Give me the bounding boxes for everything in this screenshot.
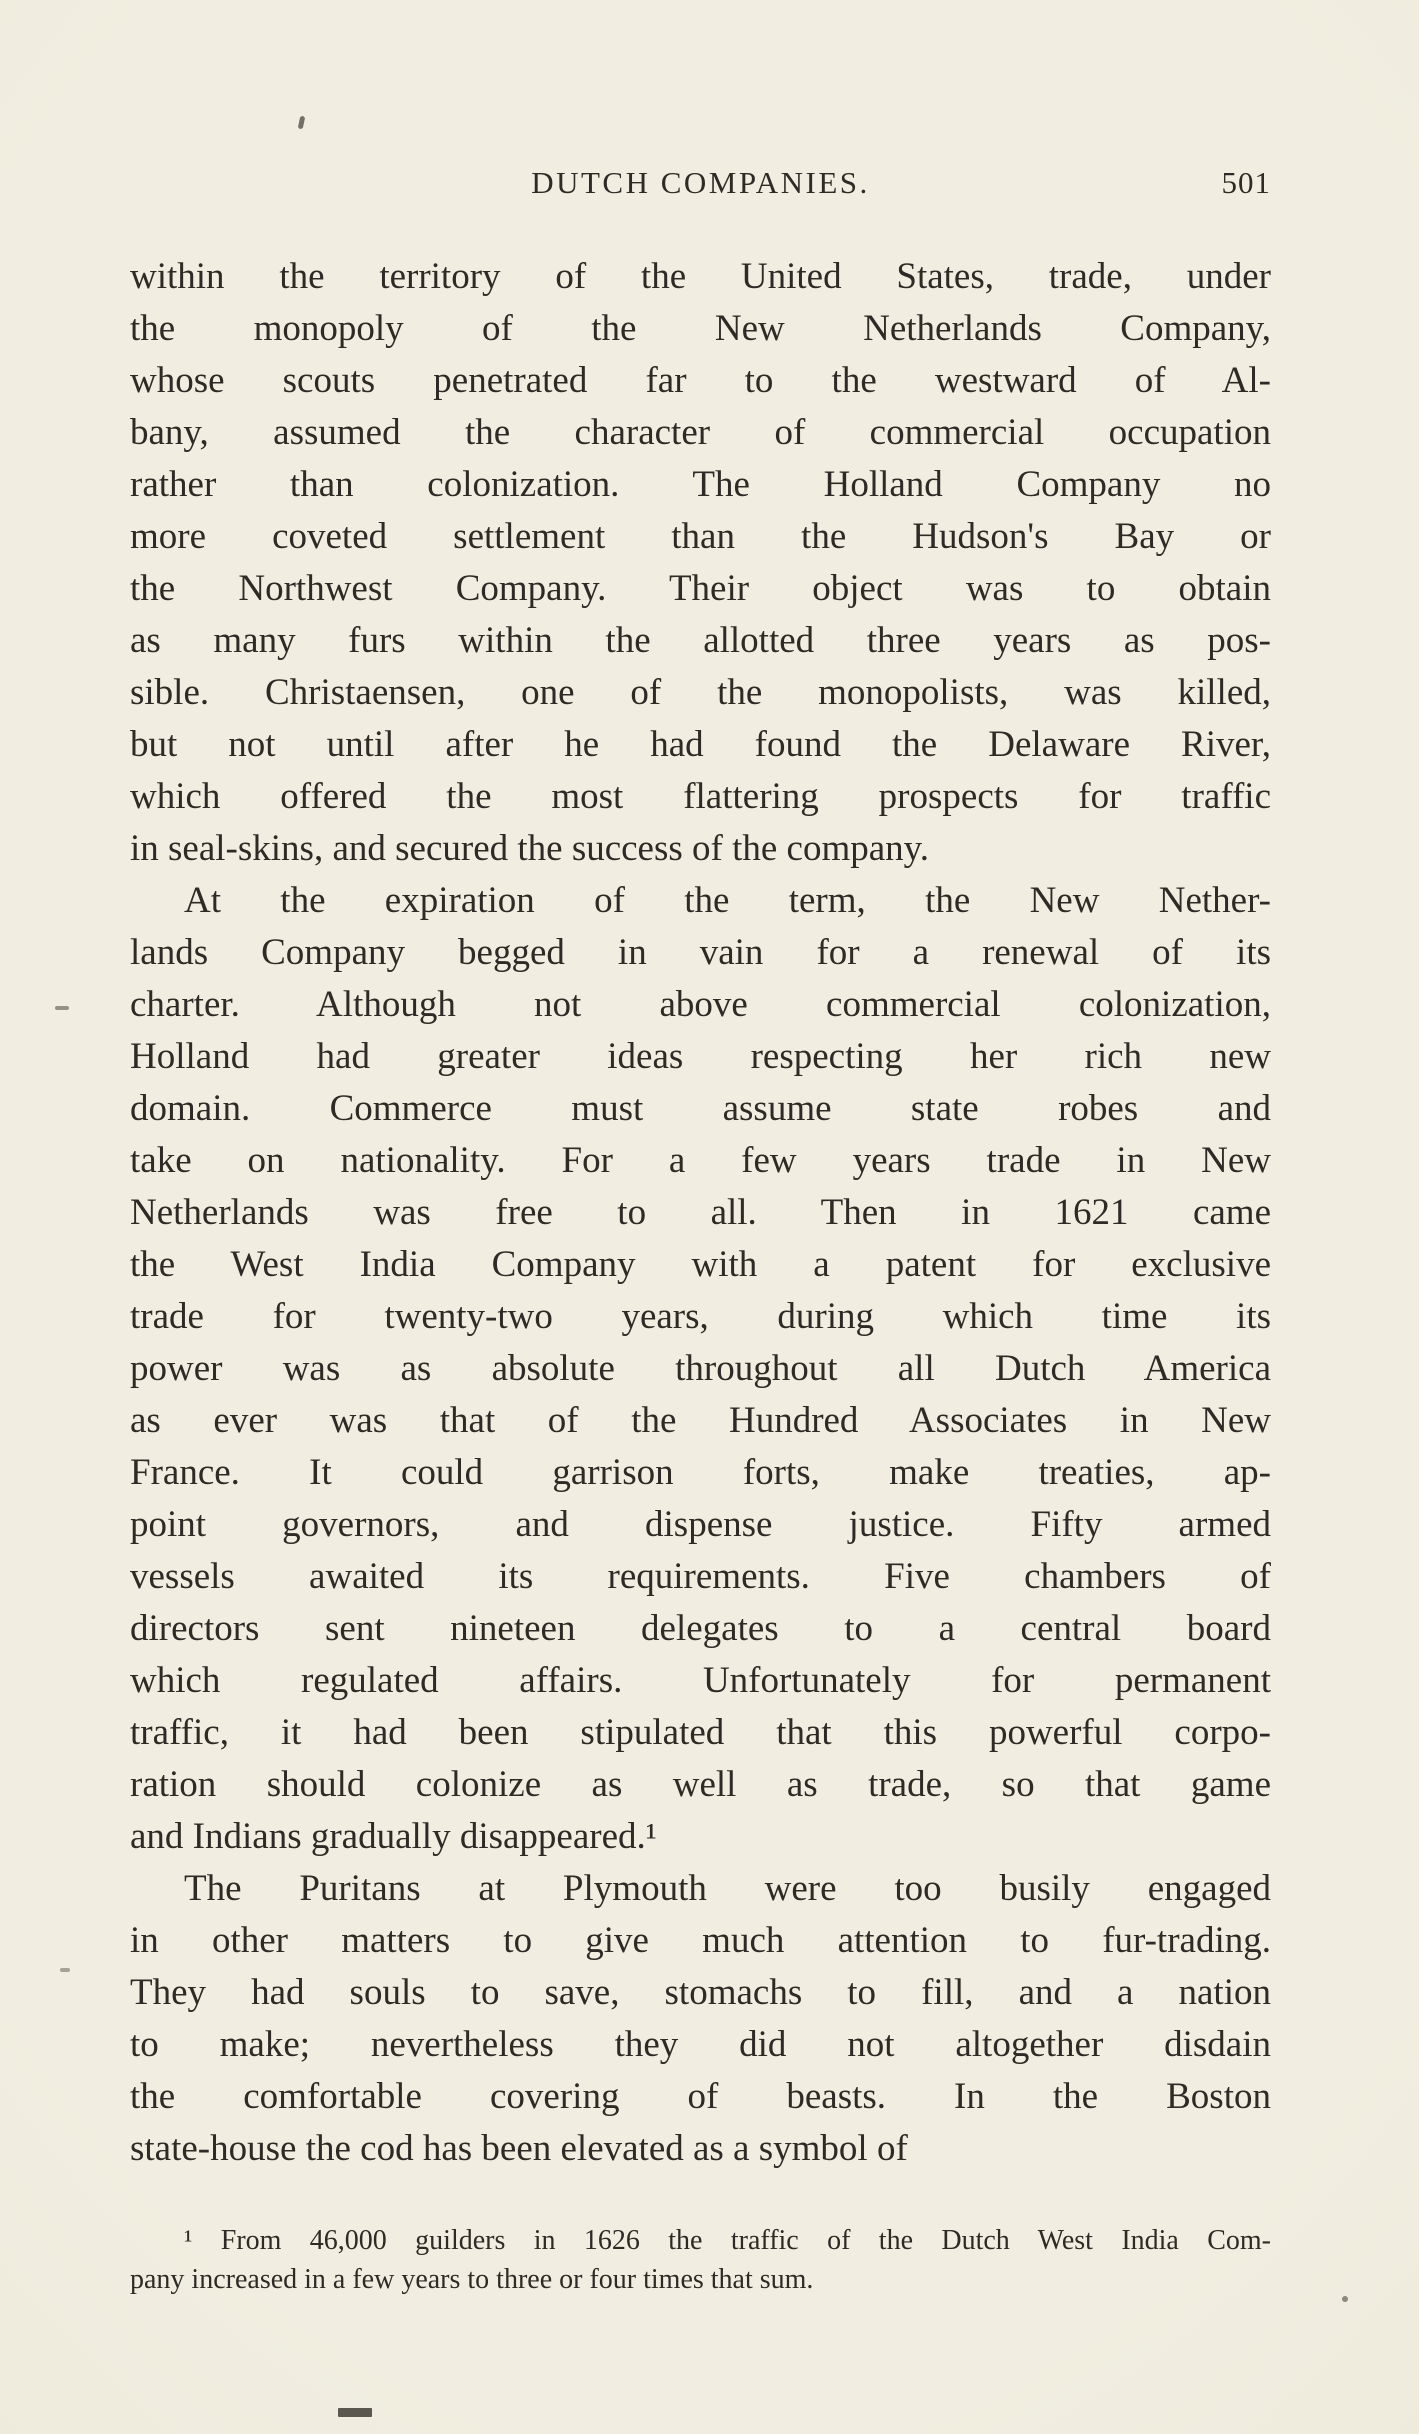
text-line: Netherlands was free to all. Then in 1621 came <box>130 1192 1271 1233</box>
text-line: sible. Christaensen, one of the monopolists, was killed, <box>130 672 1271 713</box>
text-line: traffic, it had been stipulated that this powerful corpo- <box>130 1712 1271 1753</box>
footnote-line: ¹ From 46,000 guilders in 1626 the traffic of the Dutch West India Com- <box>184 2225 1271 2256</box>
scan-speck <box>60 1968 70 1972</box>
text-line: whose scouts penetrated far to the westward of Al- <box>130 360 1271 401</box>
text-line: lands Company begged in vain for a renewal of its <box>130 932 1271 973</box>
page-number: 501 <box>1221 165 1271 200</box>
text-line: power was as absolute throughout all Dutch America <box>130 1348 1271 1389</box>
text-line: France. It could garrison forts, make treaties, ap- <box>130 1452 1271 1493</box>
text-line: directors sent nineteen delegates to a central board <box>130 1608 1271 1649</box>
text-line: in seal-skins, and secured the success of the company. <box>130 828 930 869</box>
text-line: which regulated affairs. Unfortunately for permanent <box>130 1660 1271 1701</box>
text-line: but not until after he had found the Delaware River, <box>130 724 1271 765</box>
text-line: bany, assumed the character of commercial occupation <box>130 412 1271 453</box>
text-line: to make; nevertheless they did not altogether disdain <box>130 2024 1271 2065</box>
text-line: ration should colonize as well as trade, so that game <box>130 1764 1271 1805</box>
text-line: state-house the cod has been elevated as a symbol of <box>130 2128 908 2169</box>
text-line: Holland had greater ideas respecting her rich new <box>130 1036 1271 1077</box>
footnote-line: pany increased in a few years to three or four times that sum. <box>130 2264 814 2295</box>
body-text <box>130 251 1271 2175</box>
paragraph <box>130 1863 1271 2175</box>
text-line: the Northwest Company. Their object was to obtain <box>130 568 1271 609</box>
text-line: The Puritans at Plymouth were too busily engaged <box>184 1868 1271 1909</box>
text-line: domain. Commerce must assume state robes and <box>130 1088 1271 1129</box>
scan-speck <box>1342 2296 1348 2302</box>
text-line: as ever was that of the Hundred Associates in New <box>130 1400 1271 1441</box>
text-line: vessels awaited its requirements. Five chambers of <box>130 1556 1271 1597</box>
page-header <box>130 165 1271 209</box>
text-line: within the territory of the United States, trade, under <box>130 256 1271 297</box>
text-line: trade for twenty-two years, during which time its <box>130 1296 1271 1337</box>
text-line: charter. Although not above commercial colonization, <box>130 984 1271 1025</box>
text-line: At the expiration of the term, the New Nether- <box>184 880 1271 921</box>
text-line: rather than colonization. The Holland Company no <box>130 464 1271 505</box>
text-line: which offered the most flattering prospects for traffic <box>130 776 1271 817</box>
text-line: They had souls to save, stomachs to fill, and a nation <box>130 1972 1271 2013</box>
scan-speck <box>55 1006 69 1010</box>
text-line: as many furs within the allotted three years as pos- <box>130 620 1271 661</box>
running-title: DUTCH COMPANIES. <box>531 165 870 200</box>
text-line: point governors, and dispense justice. Fifty armed <box>130 1504 1271 1545</box>
paragraph <box>130 251 1271 875</box>
text-line: more coveted settlement than the Hudson's Bay or <box>130 516 1271 557</box>
scan-speck <box>298 116 306 130</box>
footnote <box>130 2221 1271 2299</box>
text-line: in other matters to give much attention to fur-trading. <box>130 1920 1271 1961</box>
paragraph <box>130 875 1271 1863</box>
text-line: the West India Company with a patent for exclusive <box>130 1244 1271 1285</box>
text-line: the comfortable covering of beasts. In the Boston <box>130 2076 1271 2117</box>
text-line: take on nationality. For a few years trade in New <box>130 1140 1271 1181</box>
text-line: the monopoly of the New Netherlands Company, <box>130 308 1271 349</box>
scan-mark <box>338 2408 372 2417</box>
text-line: and Indians gradually disappeared.¹ <box>130 1816 657 1857</box>
